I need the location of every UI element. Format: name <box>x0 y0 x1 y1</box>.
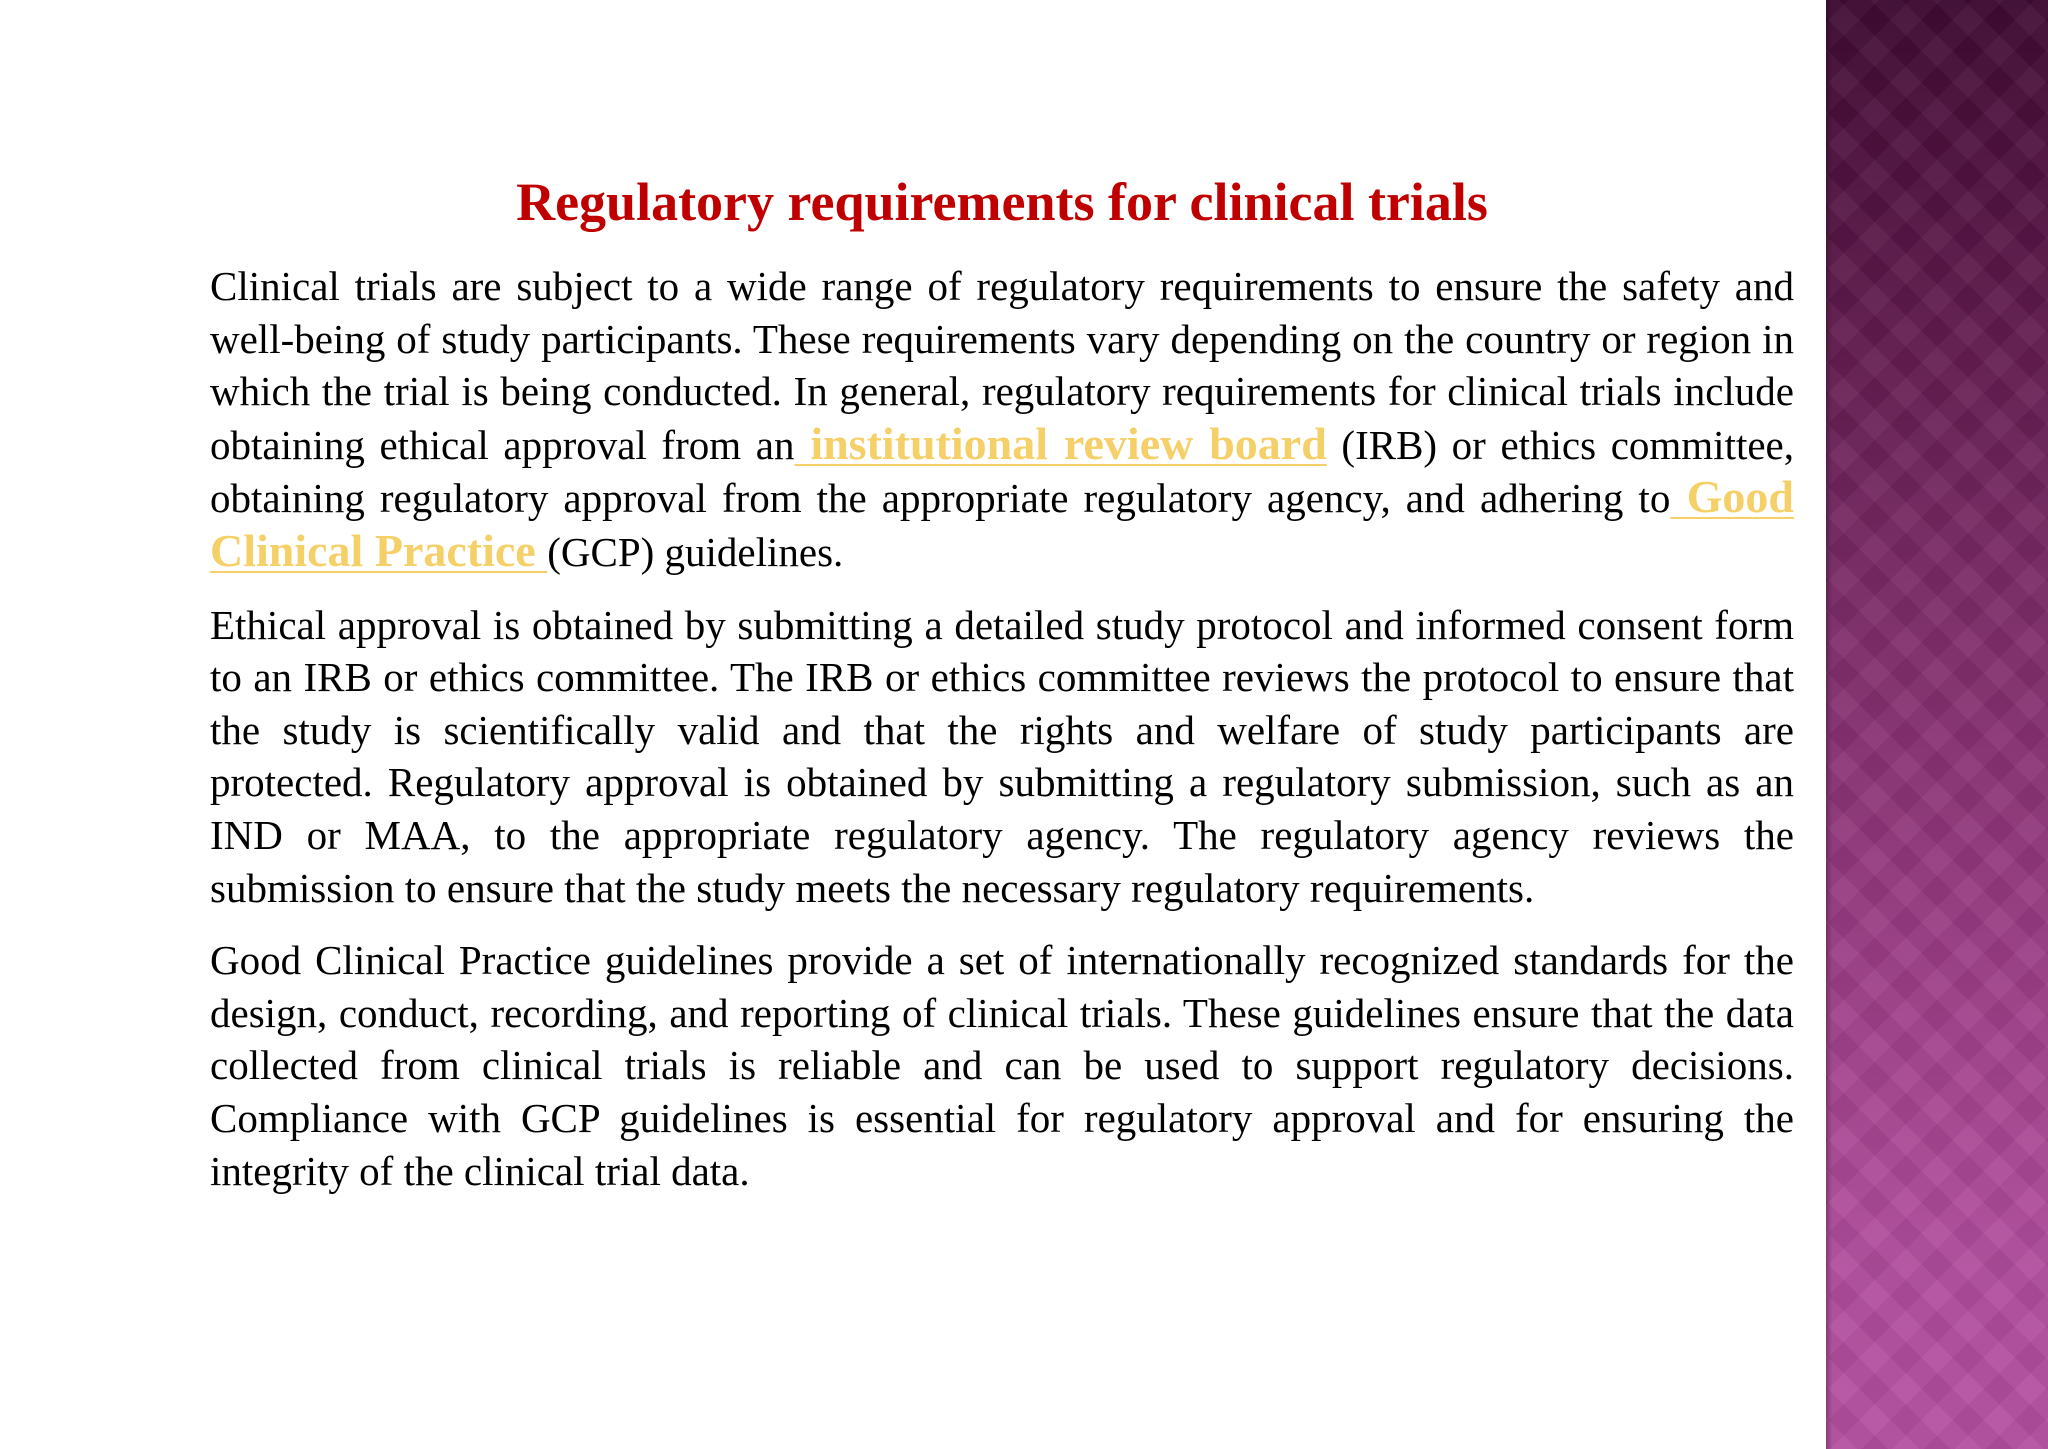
paragraph-intro-text-1: Clinical trials are subject to a wide range of regulatory requirements to ensure the safety and well-being of study participants. These requirements vary depending on the country or region in which the trial is being conducted. In general, regulatory requirements for clinical trials include obtaining ethical approval from an <box>210 263 1794 468</box>
paragraph-gcp: Good Clinical Practice guidelines provide a set of internationally recognized standards for the design, conduct, recording, and reporting of clinical trials. These guidelines ensure that the data collected from clinical trials is reliable and can be used to support regulatory decisions. Compliance with GCP guidelines is essential for regulatory approval and for ensuring the integrity of the clinical trial data. <box>210 937 1794 1194</box>
paragraph-intro-text-2: (IRB) or ethics committee, obtaining regulatory approval from the appropriate regulatory agency, and adhering to <box>210 421 1795 522</box>
slide-body <box>210 260 1794 1217</box>
good-clinical-practice-link[interactable]: Good Clinical Practice <box>210 471 1794 576</box>
paragraph-intro-text-3: (GCP) guidelines. <box>547 528 844 575</box>
paragraph-intro <box>210 260 1794 579</box>
decorative-side-band <box>1826 0 2048 1449</box>
institutional-review-board-link[interactable]: institutional review board <box>794 417 1327 469</box>
slide-title: Regulatory requirements for clinical trials <box>516 172 1488 232</box>
paragraph-approval: Ethical approval is obtained by submitting a detailed study protocol and informed consent form to an IRB or ethics committee. The IRB or ethics committee reviews the protocol to ensure that the study is scientifically valid and that the rights and welfare of study participants are protected. Regulatory approval is obtained by submitting a regulatory submission, such as an IND or MAA, to the appropriate regulatory agency. The regulatory agency reviews the submission to ensure that the study meets the necessary regulatory requirements. <box>210 601 1794 911</box>
